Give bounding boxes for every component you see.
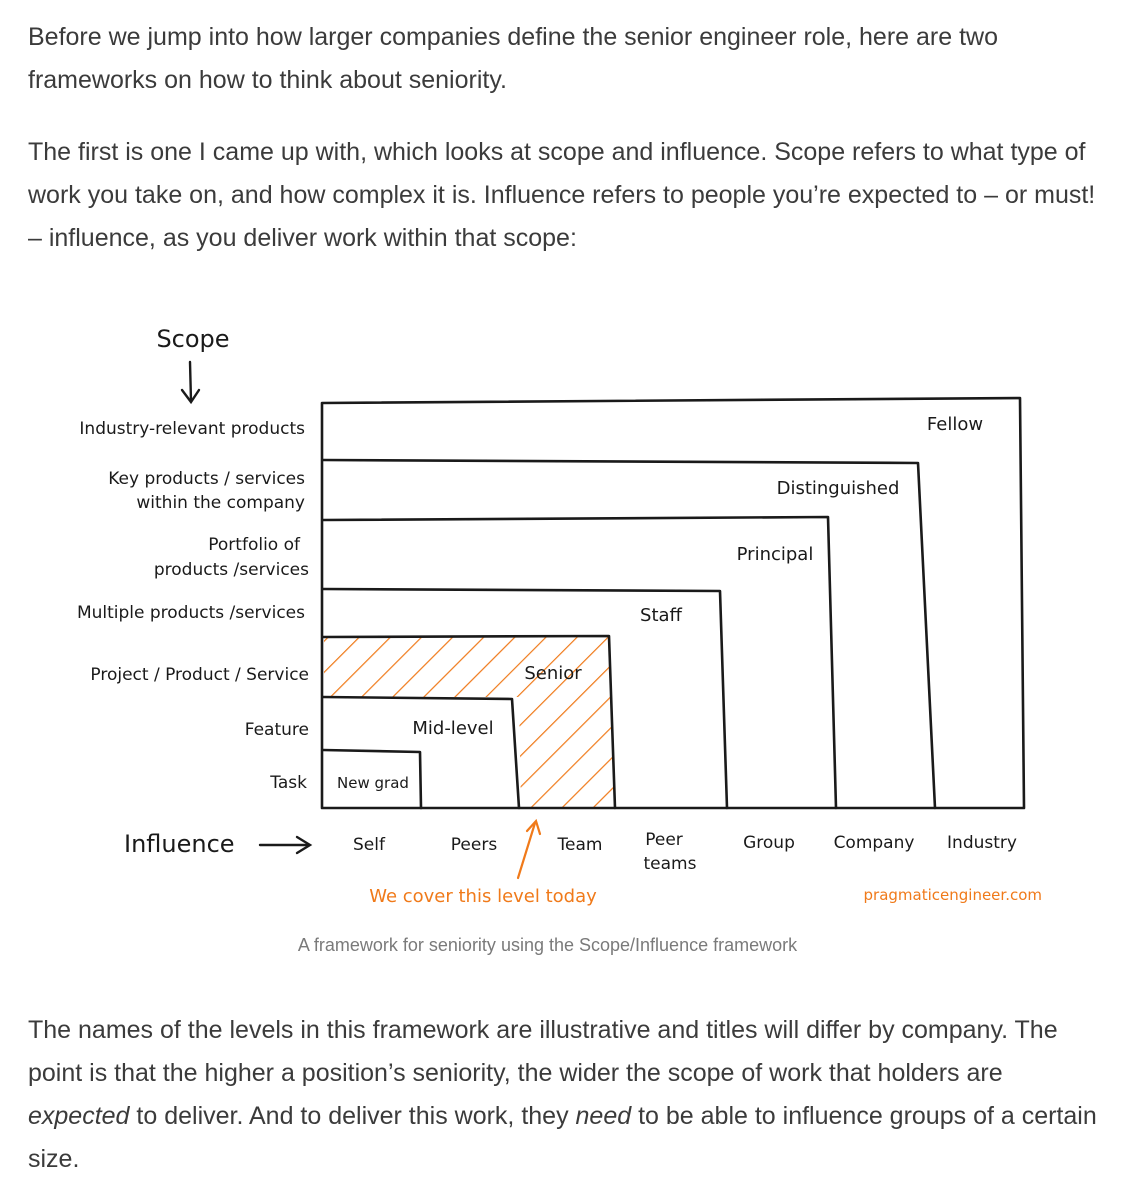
closing-paragraph	[28, 1009, 1108, 1181]
role-label-senior: Senior	[524, 663, 582, 684]
influence-label: teams	[643, 854, 697, 874]
intro-paragraph-1: Before we jump into how larger companies define the senior engineer role, here are two frameworks on how to think about seniority.	[28, 23, 998, 94]
role-label-fellow: Fellow	[926, 414, 984, 435]
scope-label: Project / Product / Service	[90, 665, 309, 685]
influence-label: Company	[833, 833, 915, 853]
role-label-distinguished: Distinguished	[776, 478, 900, 499]
scope-label: Portfolio of	[208, 535, 300, 555]
emphasis-expected: expected	[28, 1102, 130, 1130]
intro-paragraph-2: The first is one I came up with, which looks at scope and influence. Scope refers to what type of work you take on, and how complex it is. Influence refers to people you’re expected to – or must! – influence, as you deliver work within that scope:	[28, 138, 1096, 252]
influence-label: Industry	[947, 833, 1017, 853]
closing-text: to deliver. And to deliver this work, they	[129, 1102, 576, 1130]
scope-label: within the company	[136, 493, 305, 513]
scope-label: Task	[270, 773, 307, 793]
highlight-note: We cover this level today	[369, 886, 597, 907]
influence-label: Team	[557, 835, 603, 855]
role-label-staff: Staff	[640, 605, 682, 626]
influence-label: Peers	[450, 835, 498, 855]
scope-arrow-icon	[182, 362, 199, 402]
highlight-arrow-icon	[518, 821, 540, 878]
scope-label: products /services	[153, 560, 309, 580]
role-label-new-grad: New grad	[337, 774, 409, 792]
figure-caption: A framework for seniority using the Scope/Influence framework	[297, 935, 798, 955]
influence-axis-title: Influence	[124, 830, 235, 858]
closing-text: to be able to influence groups of a certain size.	[28, 1102, 1097, 1173]
influence-arrow-icon	[260, 837, 310, 853]
scope-label: Industry-relevant products	[79, 419, 305, 439]
influence-label: Peer	[645, 830, 683, 850]
influence-label: Group	[743, 833, 795, 853]
scope-influence-diagram	[0, 300, 1135, 940]
scope-label: Feature	[244, 720, 309, 740]
scope-label: Key products / services	[108, 469, 305, 489]
closing-text: The names of the levels in this framework are illustrative and titles will differ by company. The point is that the higher a position’s seniority, the wider the scope of work that holders are	[28, 1016, 1058, 1087]
emphasis-need: need	[575, 1102, 632, 1130]
influence-label: Self	[353, 835, 385, 855]
distinguished-box	[323, 460, 935, 808]
role-label-principal: Principal	[736, 544, 814, 565]
watermark: pragmaticengineer.com	[863, 886, 1042, 904]
role-label-mid-level: Mid-level	[412, 718, 494, 739]
scope-axis-title: Scope	[156, 325, 230, 353]
scope-label: Multiple products /services	[76, 603, 305, 623]
